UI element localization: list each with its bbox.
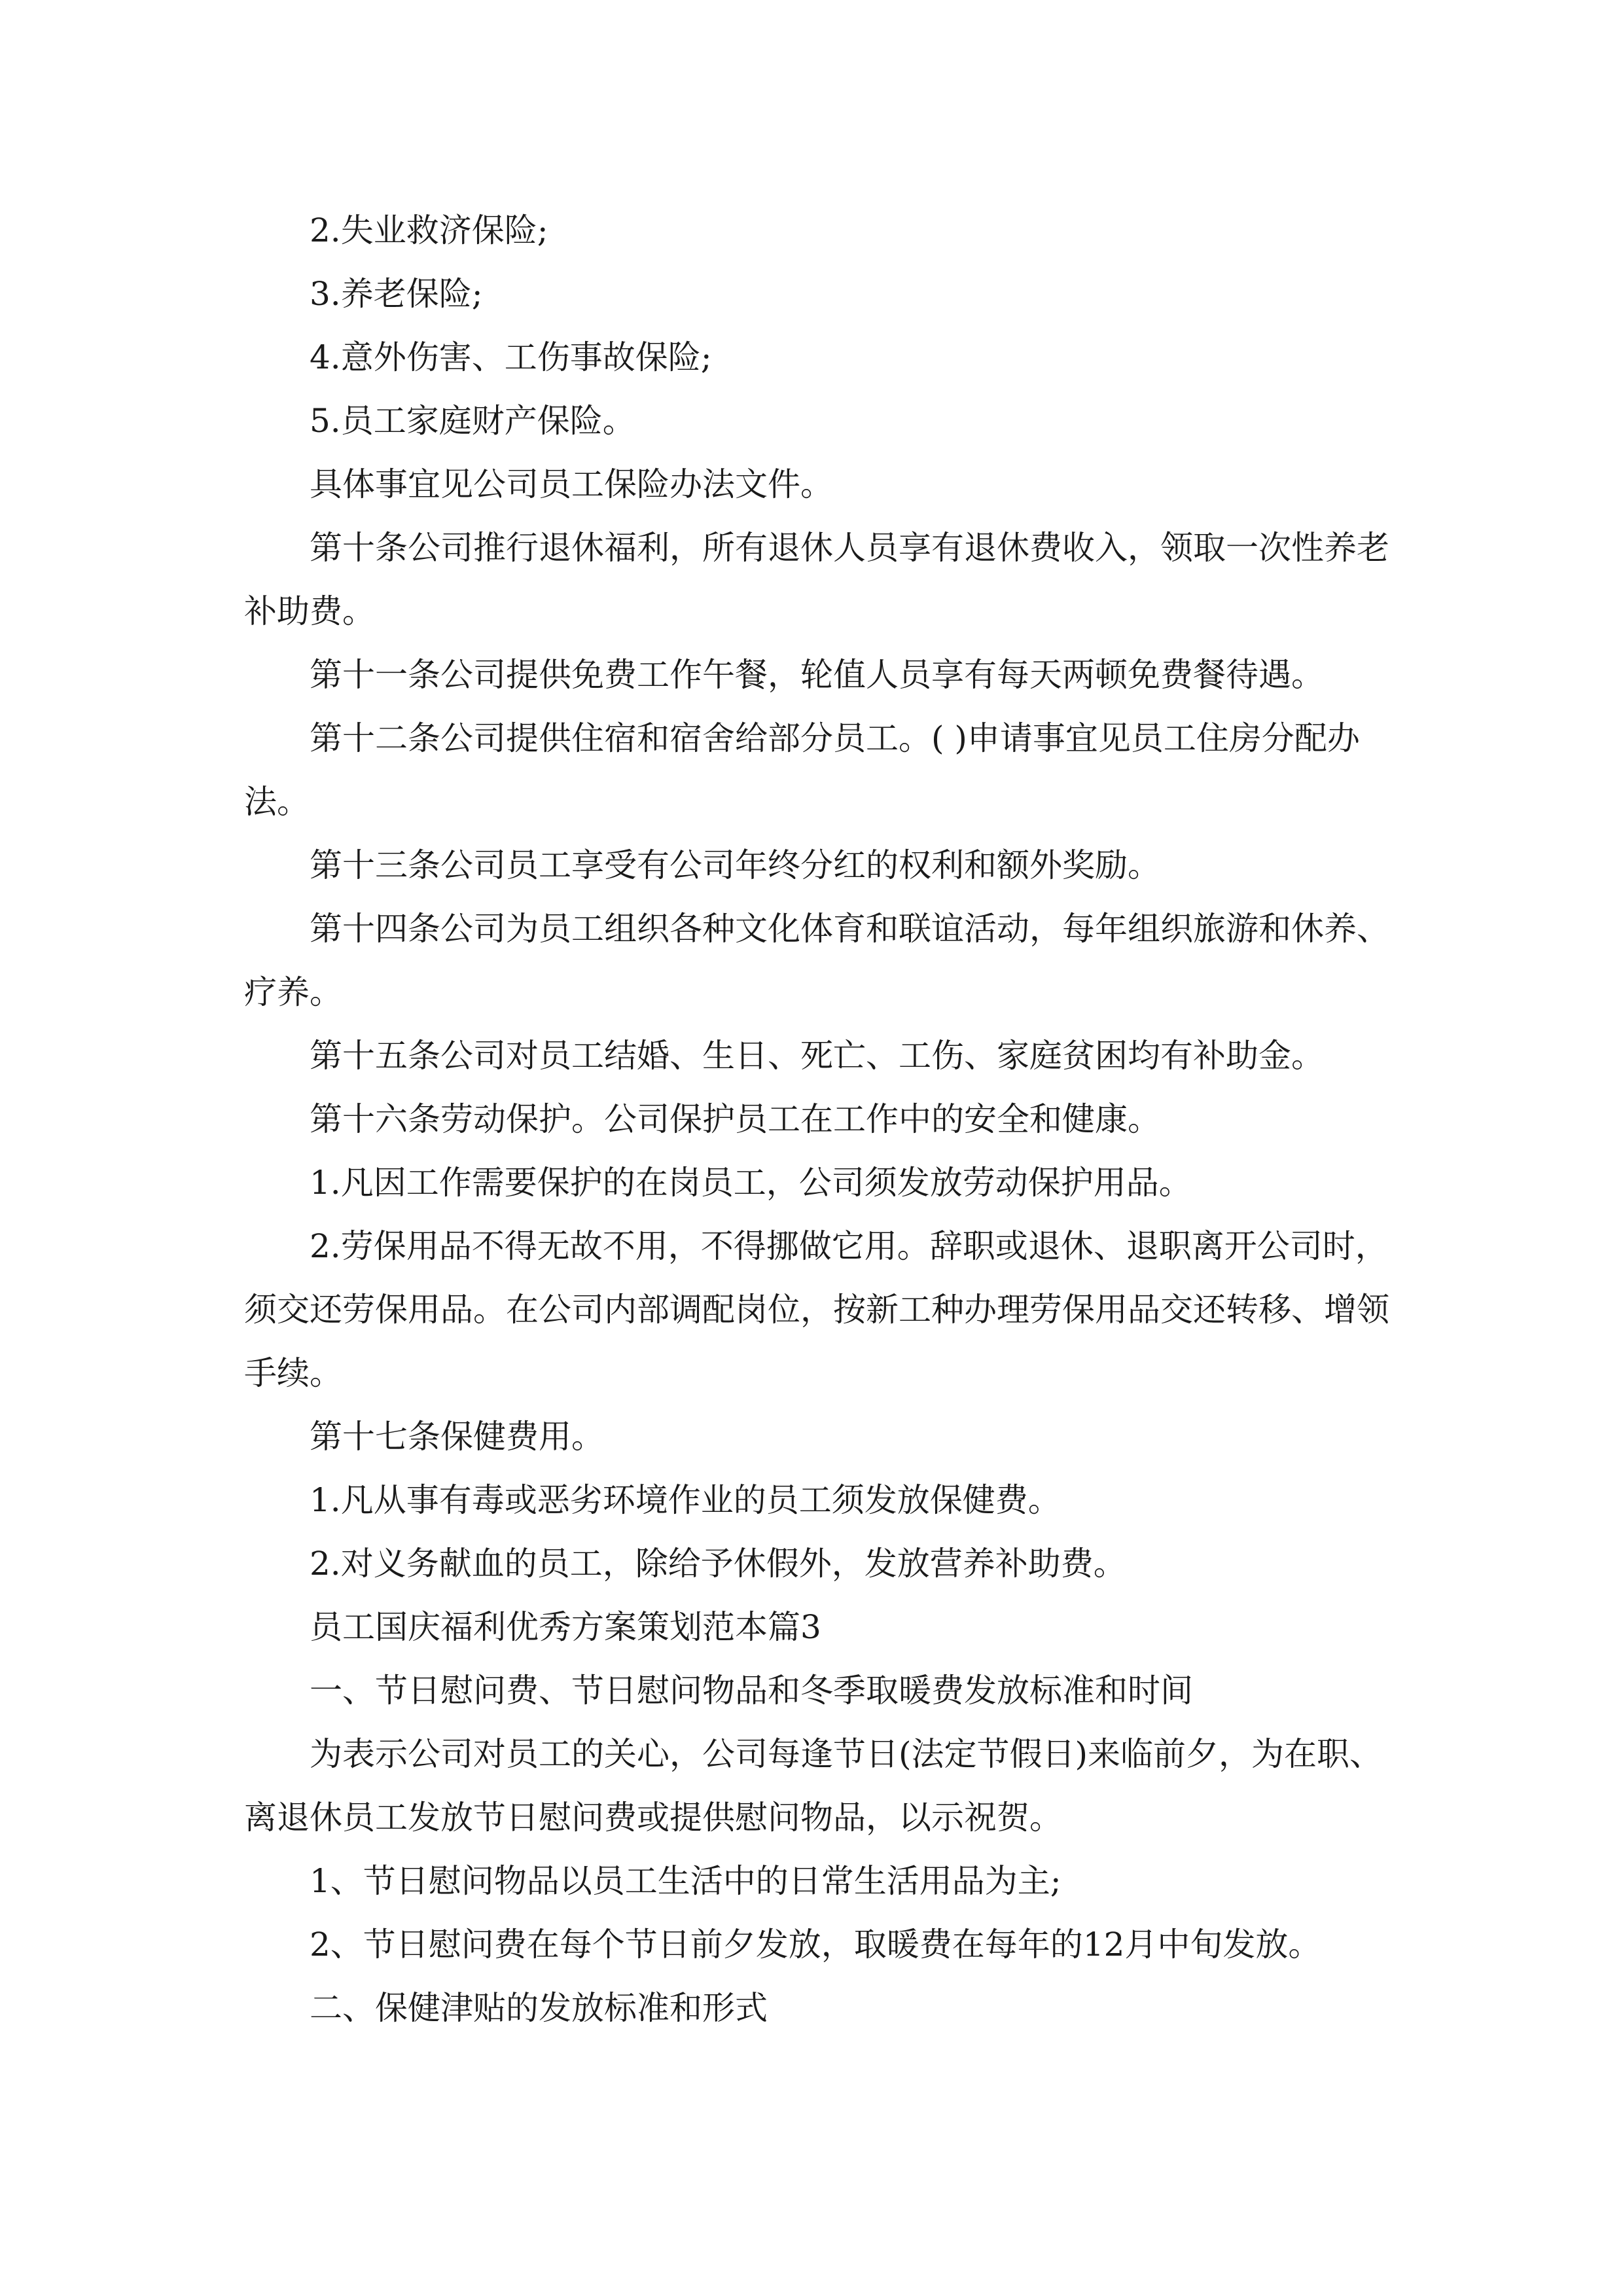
paragraph-family-property-insurance: 5.员工家庭财产保险。 (310, 402, 635, 440)
paragraph-article-14: 第十四条公司为员工组织各种文化体育和联谊活动，每年组织旅游和休养、疗养。 (244, 910, 1389, 1011)
paragraph-article-15: 第十五条公司对员工结婚、生日、死亡、工伤、家庭贫困均有补助金。 (310, 1037, 1324, 1075)
paragraph-health-fee-2: 2.对义务献血的员工，除给予休假外，发放营养补助费。 (310, 1545, 1126, 1583)
paragraph-health-fee-1: 1.凡从事有毒或恶劣环境作业的员工须发放保健费。 (310, 1481, 1061, 1519)
paragraph-accident-insurance: 4.意外伤害、工伤事故保险; (310, 338, 712, 376)
paragraph-article-13: 第十三条公司员工享受有公司年终分红的权利和额外奖励。 (310, 846, 1160, 884)
paragraph-unemployment-insurance: 2.失业救济保险; (310, 211, 548, 249)
paragraph-holiday-fee-timing: 2、节日慰问费在每个节日前夕发放，取暖费在每年的12月中旬发放。 (310, 1926, 1321, 1964)
paragraph-article-16: 第十六条劳动保护。公司保护员工在工作中的安全和健康。 (310, 1100, 1160, 1138)
paragraph-article-11: 第十一条公司提供免费工作午餐，轮值人员享有每天两顿免费餐待遇。 (310, 656, 1324, 694)
paragraph-holiday-care: 为表示公司对员工的关心，公司每逢节日(法定节假日)来临前夕，为在职、离退休员工发放节日慰问费或提供慰问物品，以示祝贺。 (244, 1735, 1383, 1837)
section-title-part-3: 员工国庆福利优秀方案策划范本篇3 (310, 1608, 821, 1646)
paragraph-holiday-goods: 1、节日慰问物品以员工生活中的日常生活用品为主; (310, 1862, 1061, 1900)
heading-holiday-allowance: 一、节日慰问费、节日慰问物品和冬季取暖费发放标准和时间 (310, 1672, 1193, 1710)
paragraph-article-10: 第十条公司推行退休福利，所有退休人员享有退休费收入，领取一次性养老补助费。 (244, 529, 1389, 630)
paragraph-pension-insurance: 3.养老保险; (310, 275, 483, 313)
heading-health-allowance: 二、保健津贴的发放标准和形式 (310, 1989, 768, 2027)
paragraph-article-17: 第十七条保健费用。 (310, 1418, 604, 1456)
paragraph-insurance-document: 具体事宜见公司员工保险办法文件。 (310, 465, 833, 503)
paragraph-labor-protection-2: 2.劳保用品不得无故不用，不得挪做它用。辞职或退休、退职离开公司时，须交还劳保用品。在公司内部调配岗位，按新工种办理劳保用品交还转移、增领手续。 (244, 1227, 1389, 1392)
paragraph-labor-protection-1: 1.凡因工作需要保护的在岗员工，公司须发放劳动保护用品。 (310, 1164, 1192, 1202)
paragraph-article-12: 第十二条公司提供住宿和宿舍给部分员工。( )申请事宜见员工住房分配办法。 (244, 719, 1360, 821)
